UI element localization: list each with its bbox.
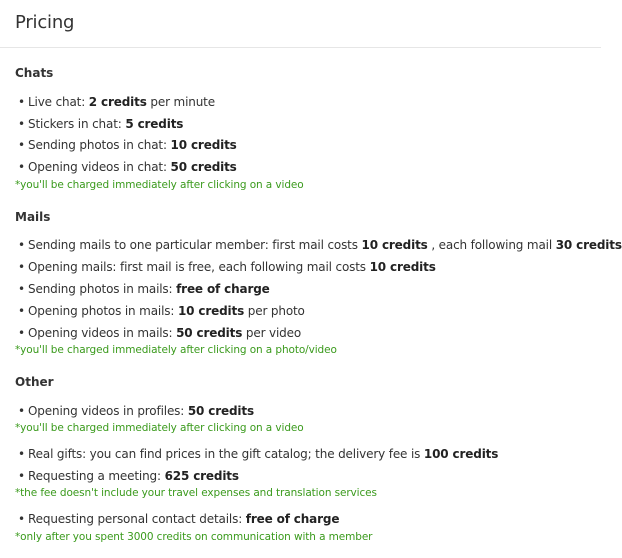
- item-price: free of charge: [176, 282, 270, 296]
- item-text-suffix: per photo: [244, 304, 305, 318]
- list-item: [18, 259, 436, 275]
- item-price: free of charge: [245, 512, 340, 526]
- bullet-icon: •: [18, 304, 25, 318]
- item-text-suffix: per minute: [146, 95, 215, 109]
- list-item: [18, 468, 239, 484]
- bullet-icon: •: [18, 512, 25, 526]
- item-text: Opening videos in profiles:: [28, 404, 188, 418]
- item-text: Opening videos in mails:: [28, 326, 177, 340]
- bullet-icon: •: [18, 469, 25, 483]
- item-price: 2 credits: [88, 95, 147, 109]
- item-price: 5 credits: [125, 117, 184, 131]
- list-item: [18, 237, 622, 253]
- item-text: Live chat:: [28, 95, 89, 109]
- bullet-icon: •: [18, 404, 25, 418]
- bullet-icon: •: [18, 238, 25, 252]
- bullet-icon: •: [18, 95, 25, 109]
- item-price: 10 credits: [177, 304, 245, 318]
- item-price: 625 credits: [164, 469, 239, 483]
- item-price: 100 credits: [423, 447, 499, 461]
- list-item: [18, 511, 339, 527]
- item-text: Opening mails: first mail is free, each following mail costs: [28, 260, 370, 274]
- list-item: [18, 137, 237, 153]
- section-title-chats: Chats: [15, 66, 54, 80]
- bullet-icon: •: [18, 138, 25, 152]
- bullet-icon: •: [18, 326, 25, 340]
- item-text: Opening photos in mails:: [28, 304, 178, 318]
- item-price: 10 credits: [361, 238, 428, 252]
- item-price: 10 credits: [369, 260, 436, 274]
- page-header: [0, 0, 601, 48]
- item-text: Requesting personal contact details:: [28, 512, 246, 526]
- item-price-secondary: 30 credits: [555, 238, 622, 252]
- item-text-middle: , each following mail: [427, 238, 556, 252]
- list-item: [18, 94, 215, 110]
- item-text: Requesting a meeting:: [28, 469, 165, 483]
- list-item: [18, 325, 301, 341]
- item-text: Sending photos in chat:: [28, 138, 171, 152]
- note-mails: *you'll be charged immediately after clicking on a photo/video: [15, 344, 337, 356]
- list-item: [18, 281, 270, 297]
- list-item: [18, 403, 254, 419]
- item-text: Real gifts: you can find prices in the gift catalog; the delivery fee is: [28, 447, 424, 461]
- note-contact-details: *only after you spent 3000 credits on communication with a member: [15, 531, 373, 543]
- item-price: 50 credits: [187, 404, 254, 418]
- bullet-icon: •: [18, 282, 25, 296]
- bullet-icon: •: [18, 117, 25, 131]
- list-item: [18, 303, 305, 319]
- list-item: [18, 446, 498, 462]
- note-chats: *you'll be charged immediately after clicking on a video: [15, 179, 304, 191]
- bullet-icon: •: [18, 260, 25, 274]
- page-title: Pricing: [15, 12, 75, 33]
- item-price: 50 credits: [170, 160, 237, 174]
- item-text-suffix: per video: [242, 326, 302, 340]
- item-text: Opening videos in chat:: [28, 160, 171, 174]
- item-text: Stickers in chat:: [28, 117, 126, 131]
- item-text: Sending mails to one particular member: first mail costs: [28, 238, 362, 252]
- bullet-icon: •: [18, 447, 25, 461]
- item-text: Sending photos in mails:: [28, 282, 177, 296]
- list-item: [18, 116, 183, 132]
- item-price: 50 credits: [176, 326, 243, 340]
- list-item: [18, 159, 237, 175]
- section-title-mails: Mails: [15, 210, 51, 224]
- item-price: 10 credits: [170, 138, 237, 152]
- section-title-other: Other: [15, 375, 54, 389]
- note-profile-videos: *you'll be charged immediately after clicking on a video: [15, 422, 304, 434]
- note-meeting: *the fee doesn't include your travel expenses and translation services: [15, 487, 377, 499]
- bullet-icon: •: [18, 160, 25, 174]
